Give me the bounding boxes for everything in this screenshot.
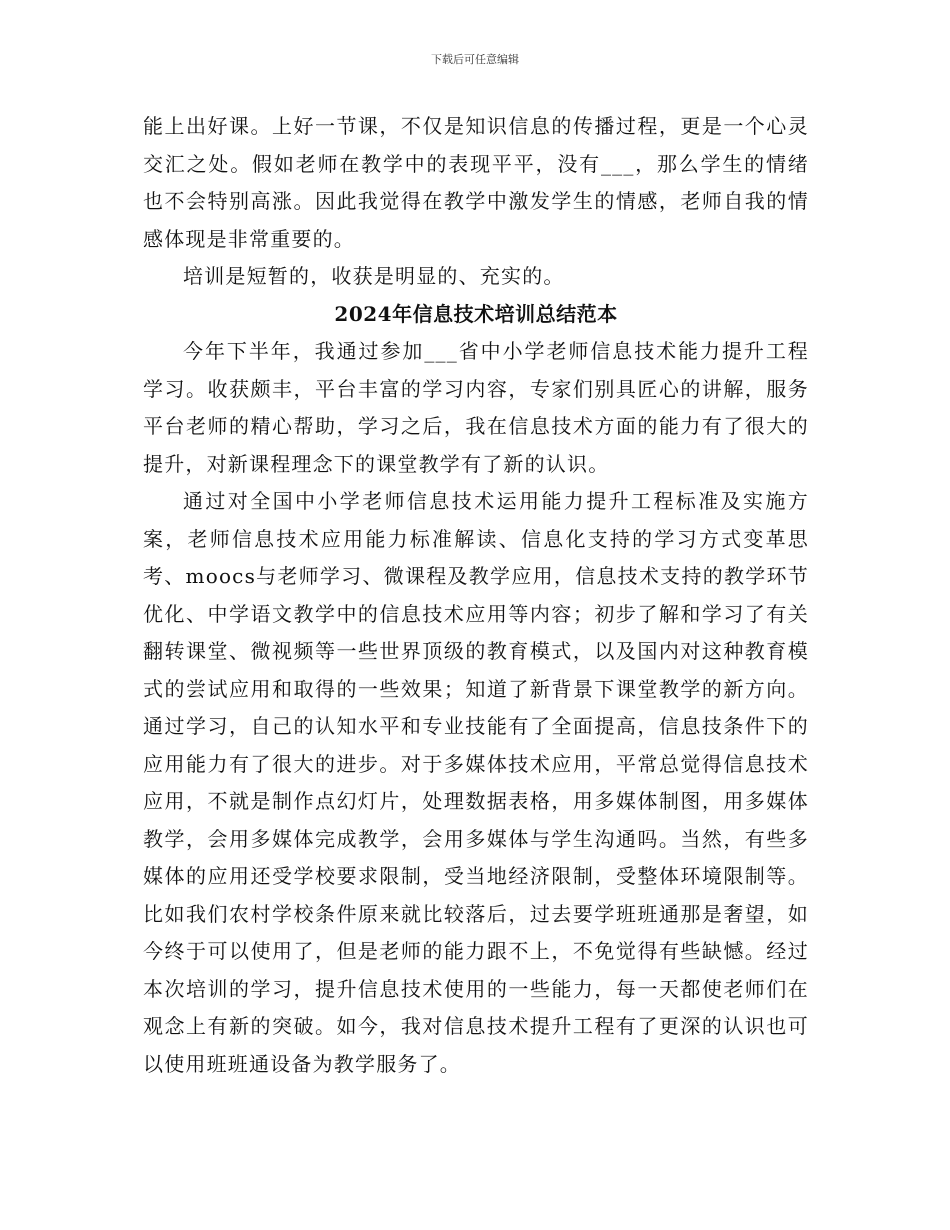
document-title: 2024年信息技术培训总结范本 — [334, 301, 618, 326]
document-body — [143, 108, 809, 1083]
paragraph-continued: 能上出好课。上好一节课，不仅是知识信息的传播过程，更是一个心灵交汇之处。假如老师在教学中的表现平平，没有___，那么学生的情绪也不会特别高涨。因此我觉得在教学中激发学生的情感，老师自我的情感体现是非常重要的。 — [143, 114, 809, 251]
paragraph-2: 通过对全国中小学老师信息技术运用能力提升工程标准及实施方案，老师信息技术应用能力标准解读、信息化支持的学习方式变革思考、moocs与老师学习、微课程及教学应用，信息技术支持的教学环节优化、中学语文教学中的信息技术应用等内容；初步了解和学习了有关翻转课堂、微视频等一些世界顶级的教育模式，以及国内对这种教育模式的尝试应用和取得的一些效果；知道了新背景下课堂教学的新方向。通过学习，自己的认知水平和专业技能有了全面提高，信息技条件下的应用能力有了很大的进步。对于多媒体技术应用，平常总觉得信息技术应用，不就是制作点幻灯片，处理数据表格，用多媒体制图，用多媒体教学，会用多媒体完成教学，会用多媒体与学生沟通吗。当然，有些多媒体的应用还受学校要求限制，受当地经济限制，受整体环境限制等。比如我们农村学校条件原来就比较落后，过去要学班班通那是奢望，如今终于可以使用了，但是老师的能力跟不上，不免觉得有些缺憾。经过本次培训的学习，提升信息技术使用的一些能力，每一天都使老师们在观念上有新的突破。如今，我对信息技术提升工程有了更深的认识也可以使用班班通设备为教学服务了。 — [143, 489, 809, 1076]
paragraph-summary: 培训是短暂的，收获是明显的、充实的。 — [183, 264, 565, 288]
paragraph-1: 今年下半年，我通过参加___省中小学老师信息技术能力提升工程学习。收获颇丰，平台丰富的学习内容，专家们别具匠心的讲解，服务平台老师的精心帮助，学习之后，我在信息技术方面的能力有了很大的提升，对新课程理念下的课堂教学有了新的认识。 — [143, 339, 809, 476]
page-header: 下载后可任意编辑 — [431, 53, 519, 66]
